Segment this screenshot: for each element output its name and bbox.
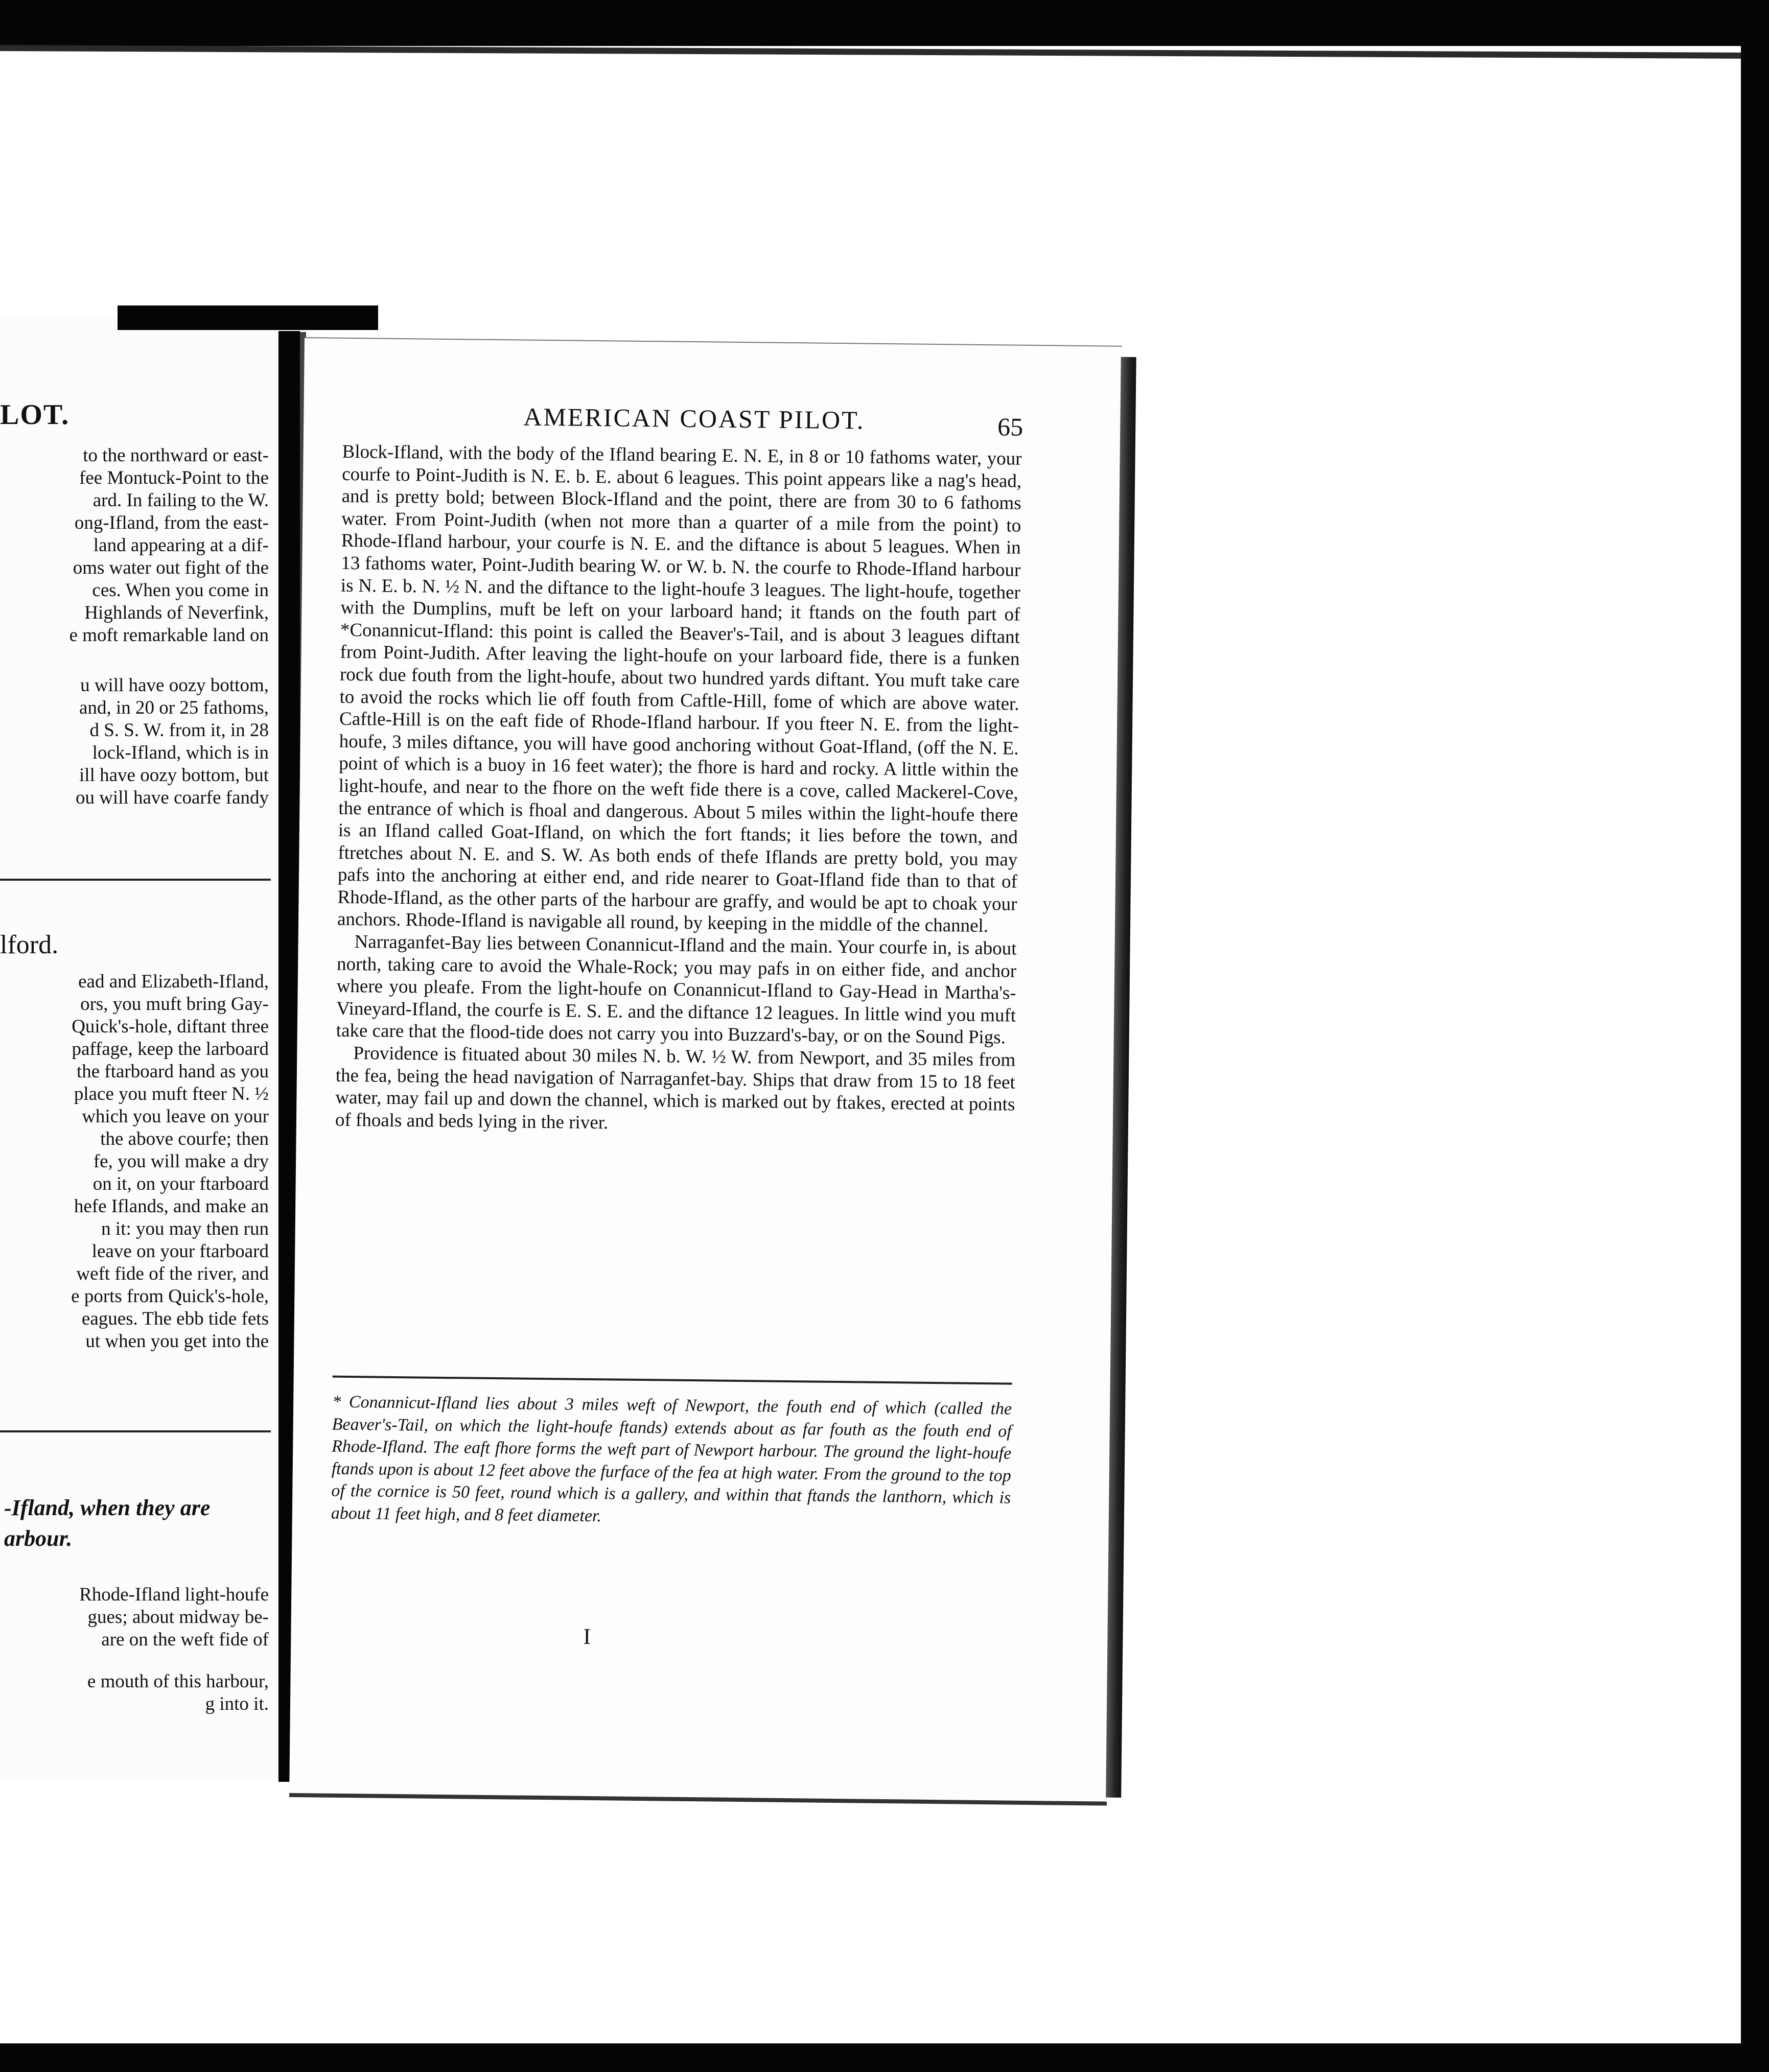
paragraph-providence: Providence is fituated about 30 miles N. b. W. ½ W. from Newport, and 35 miles from the fea, being the head navigation of Narraganfet-bay. Ships that draw from 15 to 18 feet water, may fail up and down the channel, which is marked out by ftakes, erected at points of fhoals and beds lying in the river. xyxy=(335,1043,1016,1134)
footnote-conannicut: * Conannicut-Ifland lies about 3 miles weft of Newport, the fouth end of which (called the Beaver's-Tail, on which the light-houfe ftands) extends about as far fouth as the fouth end of Rhode-Ifland. The eaft fhore forms the weft part of Newport harbour. The ground the light-houfe ftands upon is about 12 feet above the furface of the fea at high water. From the ground to the top of the cornice is 50 feet, round which is a gallery, and within that ftands the lanthorn, which is about 11 feet high, and 8 feet diameter. xyxy=(331,1392,1012,1525)
left-rule-1 xyxy=(0,879,271,881)
left-text-line: ut when you get into the xyxy=(85,1331,269,1352)
left-subheading-1: -Ifland, when they are xyxy=(4,1495,211,1520)
left-text-line: d S. S. W. from it, in 28 xyxy=(89,720,269,741)
page-number: 65 xyxy=(997,412,1023,441)
left-text-line: are on the weft fide of xyxy=(101,1629,269,1650)
left-text-line: gues; about midway be- xyxy=(87,1607,269,1628)
left-text-line: to the northward or east- xyxy=(83,445,269,466)
left-text-line: e moft remarkable land on xyxy=(69,625,269,646)
left-text-line: hefe Iflands, and make an xyxy=(74,1196,269,1217)
left-text-line: Quick's-hole, diftant three xyxy=(72,1016,269,1037)
left-text-line: ard. In failing to the W. xyxy=(92,490,269,511)
left-text-line: on it, on your ftarboard xyxy=(92,1173,269,1194)
left-text-line: ces. When you come in xyxy=(92,580,269,601)
left-text-line: land appearing at a dif- xyxy=(93,535,269,556)
left-text-line: place you muft fteer N. ½ xyxy=(74,1084,269,1104)
right-page xyxy=(289,337,1122,1803)
left-text-line: Rhode-Ifland light-houfe xyxy=(79,1584,269,1605)
signature-mark: I xyxy=(583,1623,591,1650)
left-text-line: n it: you may then run xyxy=(101,1218,269,1239)
left-page xyxy=(0,317,281,1778)
left-text-line: eagues. The ebb tide fets xyxy=(81,1308,269,1329)
body-text xyxy=(335,441,1022,1138)
left-text-line: ead and Elizabeth-Ifland, xyxy=(78,971,269,992)
scan-border-bottom xyxy=(0,2043,1769,2072)
page-bottom-edge xyxy=(289,1793,1107,1806)
left-page-title: LOT. xyxy=(0,399,70,431)
left-rule-2 xyxy=(0,1430,271,1432)
left-text-line: and, in 20 or 25 fathoms, xyxy=(79,697,269,718)
left-text-line: ou will have coarfe fandy xyxy=(75,787,269,808)
left-text-line: fe, you will make a dry xyxy=(93,1151,269,1172)
left-text-line: e mouth of this harbour, xyxy=(87,1671,269,1692)
left-text-line: the ftarboard hand as you xyxy=(76,1061,269,1082)
left-text-line: the above courfe; then xyxy=(100,1128,269,1149)
left-text-line: which you leave on your xyxy=(82,1106,269,1127)
left-text-line: u will have oozy bottom, xyxy=(80,675,269,696)
left-text-line: lock-Ifland, which is in xyxy=(92,742,269,763)
scan-border-top xyxy=(0,0,1769,46)
page-edge xyxy=(1106,357,1136,1798)
left-text-line: Highlands of Neverfink, xyxy=(84,602,269,623)
left-text-line: g into it. xyxy=(205,1693,269,1714)
left-section-heading: lford. xyxy=(0,930,59,959)
left-text-line: ill have oozy bottom, but xyxy=(79,765,269,786)
footnote-rule xyxy=(333,1376,1012,1385)
left-text-line: ors, you muft bring Gay- xyxy=(80,994,269,1015)
left-text-line: fee Montuck-Point to the xyxy=(79,467,269,488)
running-head: AMERICAN COAST PILOT. xyxy=(523,402,865,435)
paragraph-block-island: Block-Ifland, with the body of the Ifland bearing E. N. E, in 8 or 10 fathoms water, your courfe to Point-Judith is N. E. b. E. about 6 leagues. This point appears like a nag's head, and is pretty bold; between Block-Ifland and the point, there are from 30 to 6 fathoms water. From Point-Judith (when not more than a quarter of a mile from the point) to Rhode-Ifland harbour, your courfe is N. E. and the diftance is about 5 leagues. When in 13 fathoms water, Point-Judith bearing W. or W. b. N. the courfe to Rhode-Ifland harbour is N. E. b. N. ½ N. and the diftance to the light-houfe 3 leagues. The light-houfe, together with the Dumplins, muft be left on your larboard hand; it ftands on the fouth part of *Conannicut-Ifland: this point is called the Beaver's-Tail, and is about 3 leagues diftant from Point-Judith. After leaving the light-houfe on your larboard fide, there is a funken rock due fouth from the light-houfe, about two hundred yards diftant. You muft take care to avoid the rocks which lie off fouth from Caftle-Hill, fome of which are above water. Caftle-Hill is on the eaft fide of Rhode-Ifland harbour. If you fteer N. E. from the light-houfe, 3 miles diftance, you will have good anchoring without Goat-Ifland, (off the N. E. point of which is a buoy in 16 feet water); the fhore is hard and rocky. A little within the light-houfe, and near to the fhore on the weft fide there is a cove, called Mackerel-Cove, the entrance of which is fhoal and dangerous. About 5 miles within the light-houfe there is an Ifland called Goat-Ifland, on which the fort ftands; it lies before the town, and ftretches about N. E. and S. W. As both ends of thefe Iflands are pretty bold, you may pafs into the anchoring at either end, and ride nearer to Goat-Ifland fide than to that of Rhode-Ifland, as the other parts of the harbour are graffy, and would be apt to choak your anchors. Rhode-Ifland is navigable all round, by keeping in the middle of the channel. xyxy=(337,441,1022,937)
paragraph-narragansett-bay: Narraganfet-Bay lies between Conannicut-Ifland and the main. Your courfe in, is about north, taking care to avoid the Whale-Rock; you may pafs in on either fide, and anchor where you pleafe. From the light-houfe on Conannicut-Ifland to Gay-Head in Martha's-Vineyard-Ifland, the courfe is E. S. E. and the diftance 12 leagues. In little wind you muft take care that the flood-tide does not carry you into Buzzard's-bay, or on the Sound Pigs. xyxy=(336,931,1017,1048)
left-text-line: paffage, keep the larboard xyxy=(72,1039,269,1059)
binding-tab xyxy=(118,305,378,330)
left-subheading-2: arbour. xyxy=(4,1526,73,1551)
left-text-line: oms water out fight of the xyxy=(73,557,269,578)
left-text-line: ong-Ifland, from the east- xyxy=(74,512,269,533)
scan-border-edge xyxy=(0,45,1742,59)
left-text-line: e ports from Quick's-hole, xyxy=(71,1286,269,1307)
left-text-line: weft fide of the river, and xyxy=(76,1263,269,1284)
left-text-line: leave on your ftarboard xyxy=(91,1241,269,1262)
scan-border-right xyxy=(1741,0,1769,2072)
